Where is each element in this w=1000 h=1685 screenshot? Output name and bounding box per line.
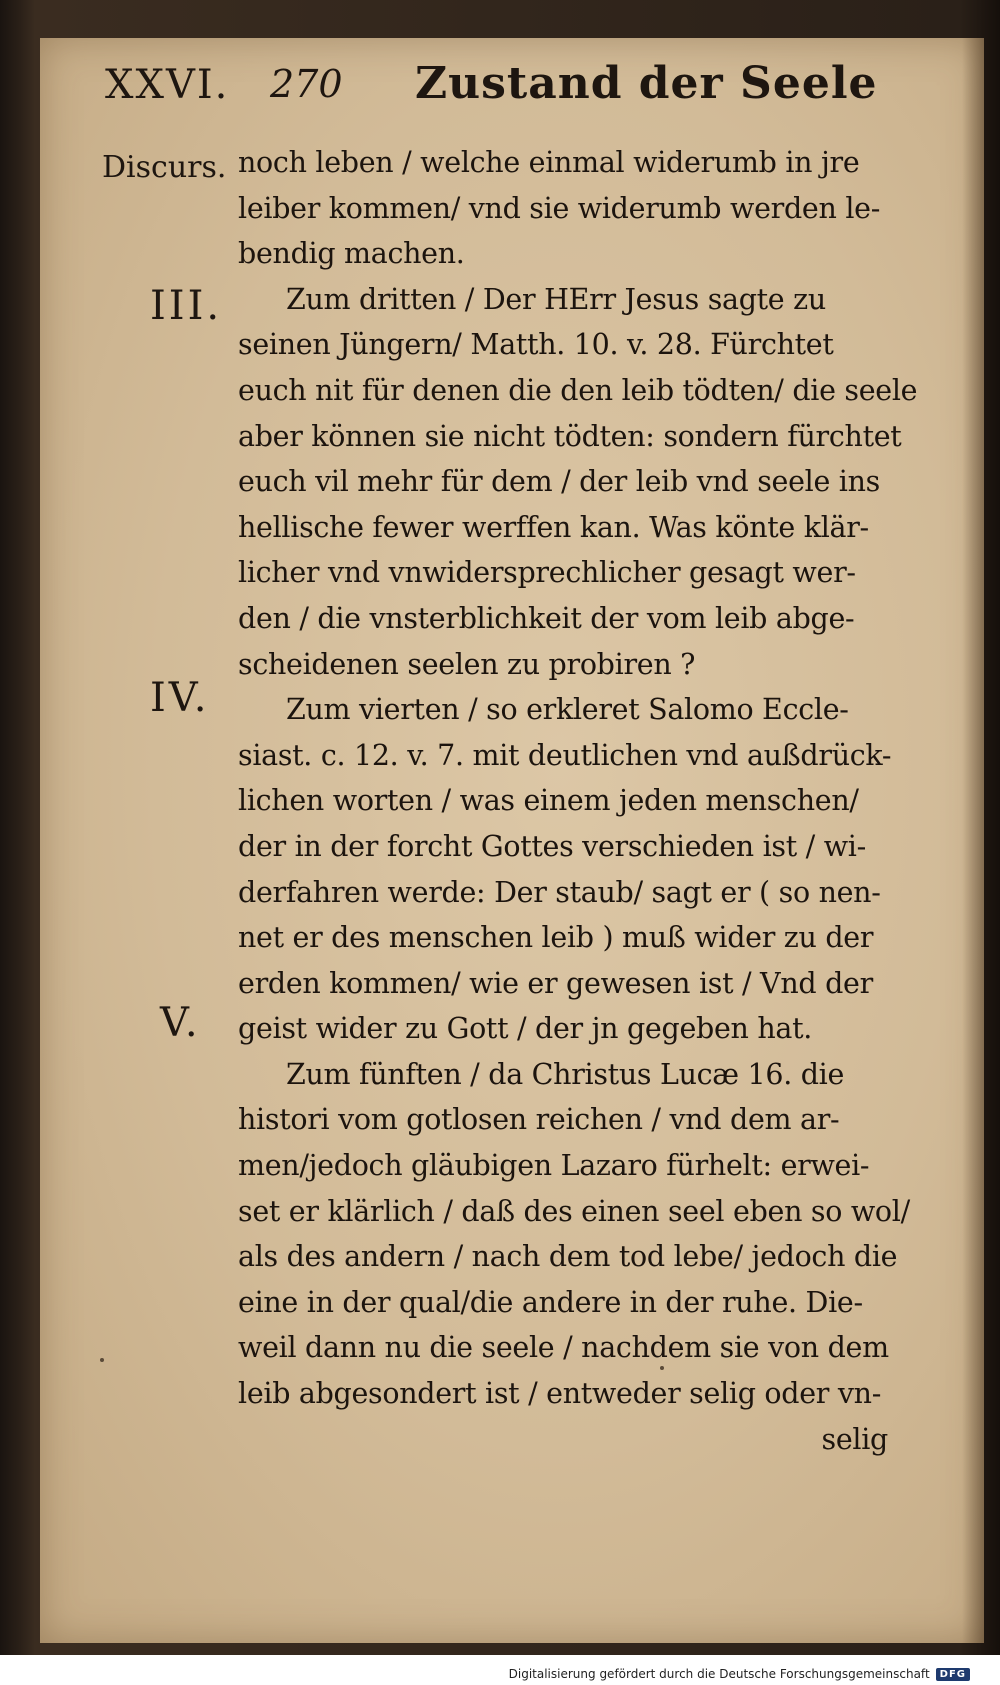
text-line: hellische fewer werffen kan. Was könte klär-: [238, 510, 869, 544]
page-number: 270: [270, 62, 343, 106]
text-line: scheidenen seelen zu probiren ?: [238, 647, 696, 681]
text-line: weil dann nu die seele / nachdem sie von dem: [238, 1331, 889, 1365]
text-line: euch nit für denen die den leib tödten/ die seele: [238, 373, 918, 407]
catchword: selig: [821, 1422, 888, 1456]
text-line: set er klärlich / daß des einen seel eben so wol/: [238, 1194, 910, 1228]
text-line: Zum dritten / Der HErr Jesus sagte zu: [286, 282, 826, 316]
text-line: eine in der qual/die andere in der ruhe. Die-: [238, 1285, 863, 1319]
text-line: euch vil mehr für dem / der leib vnd seele ins: [238, 465, 881, 499]
text-line: leib abgesondert ist / entweder selig oder vn-: [238, 1377, 882, 1411]
margin-section-number: IV.: [150, 675, 210, 721]
text-line: geist wider zu Gott / der jn gegeben hat.: [238, 1012, 812, 1046]
footer-credit: Digitalisierung gefördert durch die Deutsche Forschungsgemeinschaft: [508, 1667, 930, 1681]
text-line: seinen Jüngern/ Matth. 10. v. 28. Fürchtet: [238, 328, 834, 362]
running-section-number: XXVI.: [105, 62, 230, 108]
text-line: Zum vierten / so erkleret Salomo Eccle-: [286, 693, 849, 727]
text-line: erden kommen/ wie er gewesen ist / Vnd der: [238, 966, 873, 1000]
text-line: der in der forcht Gottes verschieden ist / wi-: [238, 829, 866, 863]
margin-section-number: V.: [160, 1000, 201, 1046]
text-line: men/jedoch gläubigen Lazaro fürhelt: erwei-: [238, 1149, 870, 1183]
text-line: als des andern / nach dem tod lebe/ jedoch die: [238, 1240, 898, 1274]
text-line: siast. c. 12. v. 7. mit deutlichen vnd außdrück-: [238, 738, 892, 772]
margin-discurs-label: Discurs.: [102, 150, 227, 185]
running-title: Zustand der Seele: [415, 58, 878, 109]
text-line: leiber kommen/ vnd sie widerumb werden le-: [238, 191, 881, 225]
text-line: net er des menschen leib ) muß wider zu der: [238, 921, 874, 955]
text-line: licher vnd vnwidersprechlicher gesagt wer-: [238, 556, 856, 590]
text-line: bendig machen.: [238, 237, 465, 271]
page-header: [105, 60, 895, 120]
text-line: noch leben / welche einmal widerumb in jre: [238, 146, 860, 179]
page-gutter-shadow: [962, 38, 984, 1643]
text-line: Zum fünften / da Christus Lucæ 16. die: [286, 1057, 845, 1091]
margin-section-number: III.: [150, 283, 223, 329]
body-text: [238, 140, 918, 1462]
text-line: den / die vnsterblichkeit der vom leib abge-: [238, 601, 855, 635]
text-line: aber können sie nicht tödten: sondern fürchtet: [238, 419, 902, 453]
text-line: derfahren werde: Der staub/ sagt er ( so nen-: [238, 875, 881, 909]
digitization-footer: [509, 1667, 970, 1681]
text-line: histori vom gotlosen reichen / vnd dem ar-: [238, 1103, 840, 1137]
text-line: lichen worten / was einem jeden menschen/: [238, 784, 859, 818]
dfg-logo: DFG: [936, 1668, 970, 1681]
paper-speck: [100, 1358, 104, 1362]
